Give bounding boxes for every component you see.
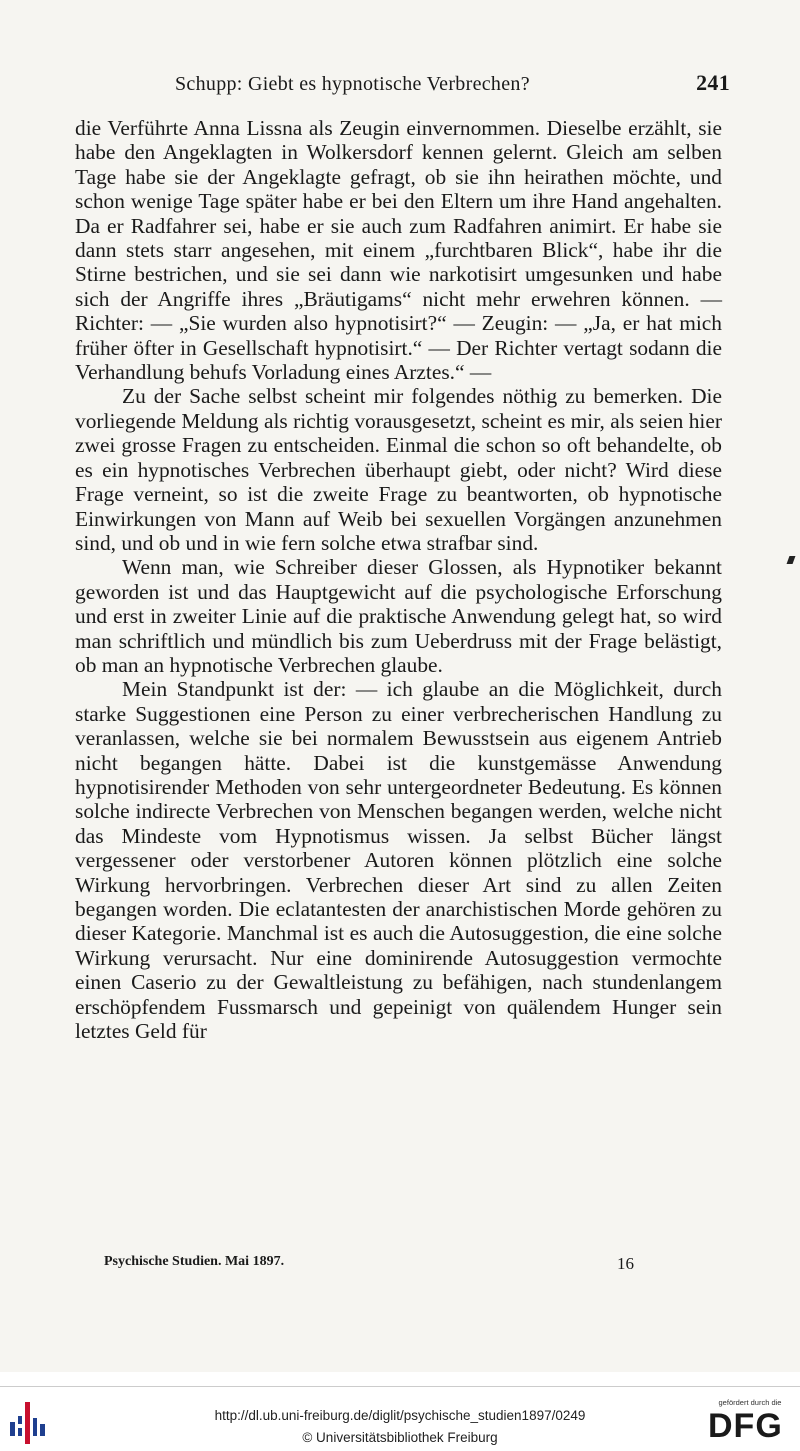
funding-note: gefördert durch die bbox=[718, 1398, 782, 1407]
page-number: 241 bbox=[696, 70, 730, 95]
margin-mark-icon bbox=[787, 556, 796, 564]
running-header bbox=[175, 70, 730, 96]
running-title: Schupp: Giebt es hypnotische Verbrechen? bbox=[175, 73, 530, 95]
copyright-notice: © Universitätsbibliothek Freiburg bbox=[302, 1430, 498, 1445]
page-body bbox=[75, 116, 722, 1043]
divider bbox=[0, 1386, 800, 1387]
viewer-footer-bar bbox=[0, 1372, 800, 1451]
paragraph-2: Zu der Sache selbst scheint mir folgendes nöthig zu bemerken. Die vorliegende Meldung als richtig vorausgesetzt, scheint es mir, als seien hier zwei grosse Fragen zu entscheiden. Einmal die schon so oft behandelte, ob es ein hypnotisches Verbrechen überhaupt giebt, oder nicht? Wird diese Frage verneint, so ist die zweite Frage zu beantworten, ob hypnotische Einwirkungen von Mann auf Weib bei sexuellen Vorgängen anzunehmen sind, und ob und in wie fern solche etwa strafbar sind. bbox=[75, 384, 722, 555]
paragraph-3: Wenn man, wie Schreiber dieser Glossen, als Hypnotiker bekannt geworden ist und das Hauptgewicht auf die psychologische Erforschung und erst in zweiter Linie auf die praktische Anwendung gelegt hat, so wird man schriftlich und mündlich bis zum Ueberdruss mit der Frage belästigt, ob man an hypnotische Verbrechen glaube. bbox=[75, 555, 722, 677]
page-footer bbox=[104, 1254, 634, 1274]
dfg-wordmark: DFG bbox=[708, 1407, 783, 1445]
dfg-logo bbox=[706, 1398, 794, 1448]
paragraph-4: Mein Standpunkt ist der: — ich glaube an die Möglichkeit, durch starke Suggestionen eine Person zu einer verbrecherischen Handlung zu veranlassen, welche sie bei normalem Bewusstsein aus eigenem Antrieb nicht begangen hätte. Dabei ist die kunstgemässe Anwendung hypnotisirender Methoden von sehr untergeordneter Bedeutung. Es können solche indirecte Verbrechen von Menschen begangen werden, welche nicht das Mindeste vom Hypnotismus wissen. Ja selbst Bücher längst vergessener oder verstorbener Autoren können plötzlich eine solche Wirkung hervorbringen. Verbrechen dieser Art sind zu allen Zeiten begangen worden. Die eclatantesten der anarchistischen Morde gehören zu dieser Kategorie. Manchmal ist es auch die Autosuggestion, die eine solche Wirkung verursacht. Nur eine dominirende Autosuggestion vermochte einen Caserio zu der Gewaltleistung zu befähigen, nach stundenlangem erschöpfendem Fussmarsch und gepeinigt von quälendem Hunger sein letztes Geld für bbox=[75, 677, 722, 1044]
journal-footer: Psychische Studien. Mai 1897. bbox=[104, 1254, 285, 1269]
permalink-url[interactable]: http://dl.ub.uni-freiburg.de/diglit/psychische_studien1897/0249 bbox=[214, 1408, 586, 1423]
paragraph-1: die Verführte Anna Lissna als Zeugin einvernommen. Dieselbe erzählt, sie habe den Angeklagten in Wolkersdorf kennen gelernt. Gleich am selben Tage habe sie der Angeklagte gefragt, ob sie ihn heirathen möchte, und schon wenige Tage später habe er bei den Eltern um ihre Hand angehalten. Da er Radfahrer sei, habe er sie auch zum Radfahren animirt. Er habe sie dann stets starr angesehen, mit einem „furchtbaren Blick“, habe ihr die Stirne bestrichen, und sie sei dann wie narkotisirt umgesunken und habe sich der Angriffe ihres „Bräutigams“ nicht mehr erwehren können. — Richter: — „Sie wurden also hypnotisirt?“ — Zeugin: — „Ja, er hat mich früher öfter in Gesellschaft hypnotisirt.“ — Der Richter vertagt sodann die Verhandlung behufs Vorladung eines Arztes.“ — bbox=[75, 116, 722, 385]
signature-mark: 16 bbox=[617, 1254, 634, 1273]
